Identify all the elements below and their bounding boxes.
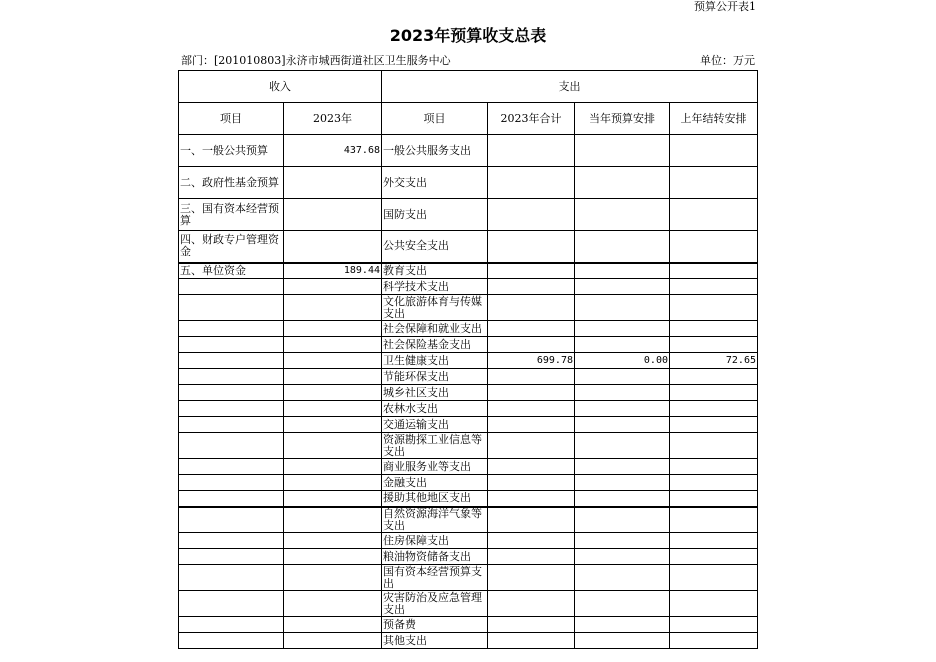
expense-carryover-cell xyxy=(670,591,758,617)
expense-carryover-cell xyxy=(670,491,758,507)
expense-item-cell: 金融支出 xyxy=(382,475,488,491)
expense-carryover-header: 上年结转安排 xyxy=(670,103,758,135)
expense-item-cell: 粮油物资储备支出 xyxy=(382,549,488,565)
expense-item-cell: 商业服务业等支出 xyxy=(382,459,488,475)
table-row xyxy=(179,565,758,591)
income-item-cell xyxy=(179,491,284,507)
page-title: 2023年预算收支总表 xyxy=(389,26,547,45)
expense-current-cell xyxy=(575,459,670,475)
expense-total-cell xyxy=(488,385,575,401)
expense-total-cell xyxy=(488,263,575,279)
expense-carryover-cell xyxy=(670,401,758,417)
expense-item-cell: 自然资源海洋气象等支出 xyxy=(382,507,488,533)
income-item-cell xyxy=(179,295,284,321)
expense-current-cell xyxy=(575,533,670,549)
expense-total-cell xyxy=(488,199,575,231)
expense-carryover-cell xyxy=(670,433,758,459)
income-item-cell xyxy=(179,279,284,295)
income-amount-cell xyxy=(284,353,382,369)
expense-current-cell xyxy=(575,417,670,433)
expense-current-cell xyxy=(575,491,670,507)
expense-carryover-cell xyxy=(670,617,758,633)
expense-total-cell xyxy=(488,167,575,199)
expense-current-cell xyxy=(575,167,670,199)
income-header: 收入 xyxy=(179,71,382,103)
income-item-cell: 四、财政专户管理资金 xyxy=(179,231,284,263)
expense-current-cell xyxy=(575,549,670,565)
income-item-cell: 二、政府性基金预算 xyxy=(179,167,284,199)
expense-current-cell xyxy=(575,617,670,633)
expense-item-cell: 预备费 xyxy=(382,617,488,633)
table-row xyxy=(179,617,758,633)
income-amount-cell xyxy=(284,433,382,459)
department-label: 部门：[201010803]永济市城西街道社区卫生服务中心 xyxy=(181,54,451,67)
expense-carryover-cell xyxy=(670,135,758,167)
expense-carryover-cell xyxy=(670,231,758,263)
income-amount-cell xyxy=(284,321,382,337)
expense-current-cell xyxy=(575,199,670,231)
income-amount-cell xyxy=(284,617,382,633)
table-row xyxy=(179,167,758,199)
expense-carryover-cell xyxy=(670,475,758,491)
income-item-cell xyxy=(179,321,284,337)
expense-item-cell: 外交支出 xyxy=(382,167,488,199)
expense-total-cell: 699.78 xyxy=(488,353,575,369)
expense-current-cell xyxy=(575,433,670,459)
expense-total-cell xyxy=(488,337,575,353)
expense-current-cell xyxy=(575,337,670,353)
income-amount-cell xyxy=(284,459,382,475)
income-item-cell xyxy=(179,369,284,385)
expense-current-cell xyxy=(575,231,670,263)
expense-item-cell: 援助其他地区支出 xyxy=(382,491,488,507)
table-row xyxy=(179,199,758,231)
expense-carryover-cell xyxy=(670,385,758,401)
expense-carryover-cell xyxy=(670,417,758,433)
expense-item-cell: 城乡社区支出 xyxy=(382,385,488,401)
expense-total-cell xyxy=(488,633,575,649)
expense-carryover-cell xyxy=(670,633,758,649)
income-amount-cell xyxy=(284,417,382,433)
expense-carryover-cell xyxy=(670,279,758,295)
income-amount-cell xyxy=(284,369,382,385)
income-item-cell: 五、单位资金 xyxy=(179,263,284,279)
expense-current-cell xyxy=(575,279,670,295)
expense-current-cell xyxy=(575,369,670,385)
expense-carryover-cell xyxy=(670,369,758,385)
expense-current-cell xyxy=(575,475,670,491)
expense-total-cell xyxy=(488,617,575,633)
table-row xyxy=(179,533,758,549)
table-row xyxy=(179,231,758,263)
expense-current-cell xyxy=(575,507,670,533)
expense-item-cell: 卫生健康支出 xyxy=(382,353,488,369)
expense-carryover-cell xyxy=(670,295,758,321)
expense-item-cell: 公共安全支出 xyxy=(382,231,488,263)
income-amount-cell xyxy=(284,633,382,649)
income-item-cell xyxy=(179,549,284,565)
income-item-header: 项目 xyxy=(179,103,284,135)
income-amount-cell xyxy=(284,549,382,565)
expense-total-cell xyxy=(488,507,575,533)
income-item-cell: 一、一般公共预算 xyxy=(179,135,284,167)
income-item-cell xyxy=(179,417,284,433)
income-item-cell xyxy=(179,633,284,649)
income-item-cell xyxy=(179,385,284,401)
unit-label: 单位：万元 xyxy=(700,54,755,67)
income-item-cell xyxy=(179,565,284,591)
table-row xyxy=(179,417,758,433)
table-row xyxy=(179,507,758,533)
income-amount-cell xyxy=(284,591,382,617)
expense-carryover-cell xyxy=(670,565,758,591)
expense-current-cell xyxy=(575,135,670,167)
form-number: 预算公开表1 xyxy=(694,0,756,13)
expense-item-cell: 农林水支出 xyxy=(382,401,488,417)
income-item-cell xyxy=(179,475,284,491)
expense-total-cell xyxy=(488,533,575,549)
income-item-cell xyxy=(179,507,284,533)
table-row xyxy=(179,353,758,369)
income-amount-cell xyxy=(284,279,382,295)
expense-total-cell xyxy=(488,591,575,617)
expense-total-cell xyxy=(488,491,575,507)
income-year-header: 2023年 xyxy=(284,103,382,135)
income-item-cell xyxy=(179,433,284,459)
expense-item-cell: 交通运输支出 xyxy=(382,417,488,433)
expense-item-cell: 社会保险基金支出 xyxy=(382,337,488,353)
income-item-cell xyxy=(179,401,284,417)
expense-current-header: 当年预算安排 xyxy=(575,103,670,135)
expense-item-cell: 其他支出 xyxy=(382,633,488,649)
expense-total-cell xyxy=(488,433,575,459)
expense-item-cell: 灾害防治及应急管理支出 xyxy=(382,591,488,617)
expense-item-cell: 资源勘探工业信息等支出 xyxy=(382,433,488,459)
income-item-cell xyxy=(179,591,284,617)
expense-total-cell xyxy=(488,565,575,591)
table-row xyxy=(179,385,758,401)
table-row xyxy=(179,433,758,459)
expense-carryover-cell xyxy=(670,167,758,199)
header-row-columns xyxy=(179,103,758,135)
income-amount-cell xyxy=(284,401,382,417)
table-row xyxy=(179,263,758,279)
income-item-cell xyxy=(179,533,284,549)
expense-current-cell xyxy=(575,385,670,401)
table-row xyxy=(179,633,758,649)
income-item-cell xyxy=(179,337,284,353)
expense-current-cell xyxy=(575,321,670,337)
expense-item-cell: 节能环保支出 xyxy=(382,369,488,385)
income-amount-cell xyxy=(284,199,382,231)
income-item-cell xyxy=(179,617,284,633)
expense-total-cell xyxy=(488,475,575,491)
income-amount-cell xyxy=(284,385,382,401)
expense-total-cell xyxy=(488,135,575,167)
expense-carryover-cell xyxy=(670,263,758,279)
expense-current-cell xyxy=(575,295,670,321)
income-amount-cell xyxy=(284,565,382,591)
income-amount-cell xyxy=(284,491,382,507)
income-amount-cell: 189.44 xyxy=(284,263,382,279)
budget-summary-table xyxy=(178,70,758,649)
income-amount-cell: 437.68 xyxy=(284,135,382,167)
table-row xyxy=(179,401,758,417)
expense-item-cell: 社会保障和就业支出 xyxy=(382,321,488,337)
income-item-cell: 三、国有资本经营预算 xyxy=(179,199,284,231)
income-amount-cell xyxy=(284,231,382,263)
expense-carryover-cell xyxy=(670,549,758,565)
table-row xyxy=(179,475,758,491)
expense-total-cell xyxy=(488,401,575,417)
expense-carryover-cell xyxy=(670,533,758,549)
income-item-cell xyxy=(179,353,284,369)
expense-item-cell: 住房保障支出 xyxy=(382,533,488,549)
expense-item-cell: 文化旅游体育与传媒支出 xyxy=(382,295,488,321)
expense-carryover-cell xyxy=(670,459,758,475)
expense-total-cell xyxy=(488,369,575,385)
income-amount-cell xyxy=(284,337,382,353)
expense-total-cell xyxy=(488,231,575,263)
table-row xyxy=(179,549,758,565)
expense-total-cell xyxy=(488,549,575,565)
expense-current-cell xyxy=(575,633,670,649)
expense-total-header: 2023年合计 xyxy=(488,103,575,135)
income-amount-cell xyxy=(284,167,382,199)
expense-carryover-cell xyxy=(670,321,758,337)
expense-total-cell xyxy=(488,417,575,433)
table-row xyxy=(179,337,758,353)
expense-item-cell: 教育支出 xyxy=(382,263,488,279)
table-row xyxy=(179,295,758,321)
table-row xyxy=(179,591,758,617)
expense-item-cell: 一般公共服务支出 xyxy=(382,135,488,167)
expense-current-cell xyxy=(575,565,670,591)
expense-current-cell xyxy=(575,591,670,617)
table-row xyxy=(179,369,758,385)
expense-carryover-cell: 72.65 xyxy=(670,353,758,369)
expense-total-cell xyxy=(488,279,575,295)
table-row xyxy=(179,135,758,167)
expense-carryover-cell xyxy=(670,337,758,353)
expense-item-cell: 国防支出 xyxy=(382,199,488,231)
expense-total-cell xyxy=(488,459,575,475)
income-amount-cell xyxy=(284,507,382,533)
expense-total-cell xyxy=(488,321,575,337)
table-row xyxy=(179,491,758,507)
header-row-group xyxy=(179,71,758,103)
expense-current-cell xyxy=(575,401,670,417)
expense-total-cell xyxy=(488,295,575,321)
income-amount-cell xyxy=(284,475,382,491)
table-row xyxy=(179,279,758,295)
income-amount-cell xyxy=(284,533,382,549)
expense-item-cell: 科学技术支出 xyxy=(382,279,488,295)
expense-item-cell: 国有资本经营预算支出 xyxy=(382,565,488,591)
table-row xyxy=(179,321,758,337)
table-row xyxy=(179,459,758,475)
expense-item-header: 项目 xyxy=(382,103,488,135)
expense-carryover-cell xyxy=(670,507,758,533)
income-item-cell xyxy=(179,459,284,475)
expense-current-cell xyxy=(575,263,670,279)
expense-current-cell: 0.00 xyxy=(575,353,670,369)
expense-carryover-cell xyxy=(670,199,758,231)
income-amount-cell xyxy=(284,295,382,321)
expense-header: 支出 xyxy=(382,71,758,103)
